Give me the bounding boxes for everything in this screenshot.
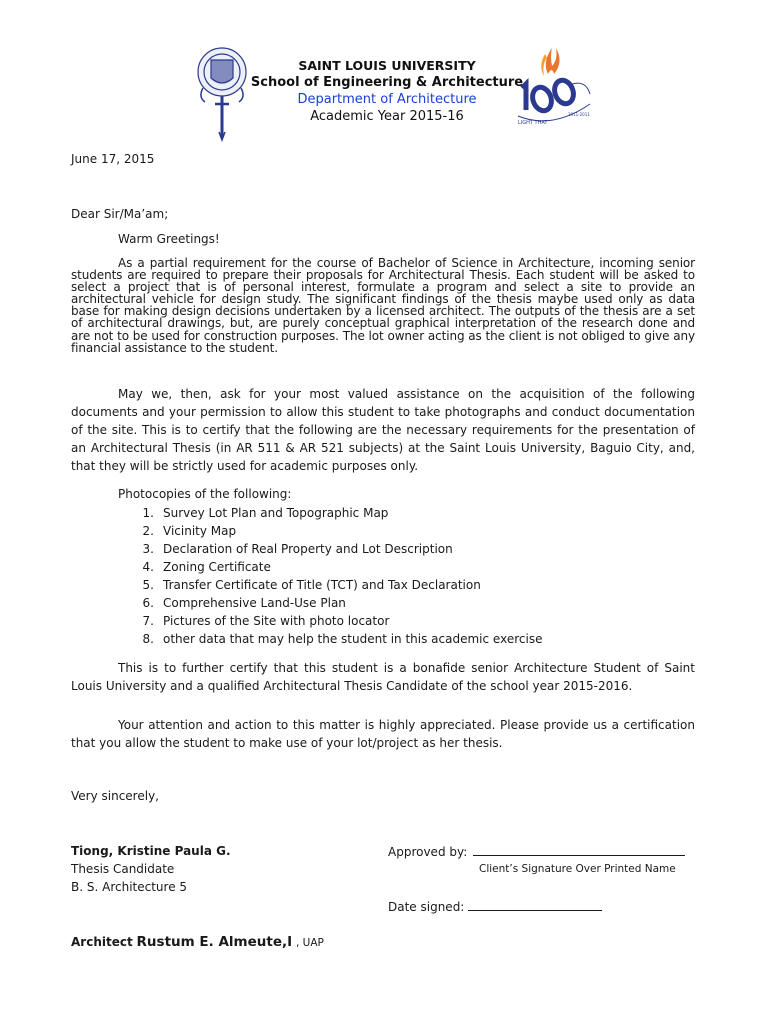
school-name: School of Engineering & Architecture xyxy=(250,75,524,90)
candidate-signature-block xyxy=(71,842,231,896)
body-paragraph-2 xyxy=(71,385,695,475)
svg-text:1911-2011: 1911-2011 xyxy=(568,112,590,117)
photocopies-label: Photocopies of the following: xyxy=(118,487,292,501)
letterhead xyxy=(190,42,600,142)
requirements-list xyxy=(118,504,542,648)
paragraph-1-text: As a partial requirement for the course of Bachelor of Science in Architecture, incoming senior students are required to prepare their proposals for Architectural Thesis. Each student will be asked to select a project that is of personal interest, formulate a program and select a site to provide an architectural vehicle for design study. The significant findings of the thesis maybe used only as data base for making design decisions undertaken by a licensed architect. The outputs of the thesis are a set of architectural drawings, but, are purely conceptual graphical interpretation of the research done and are not to be used for construction purposes. The lot owner acting as the client is not obliged to give any financial assistance to the student. xyxy=(71,256,695,355)
approval-line xyxy=(388,843,685,860)
list-text: Survey Lot Plan and Topographic Map xyxy=(163,506,389,520)
list-item xyxy=(118,630,542,648)
paragraph-2-text: May we, then, ask for your most valued assistance on the acquisition of the following documents and your permission to allow this student to take photographs and conduct documentation of the site. This is to certify that the following are the necessary requirements for the presentation of an Architectural Thesis (in AR 511 & AR 521 subjects) at the Saint Louis University, Baguio City, and, that they will be strictly used for academic purposes only. xyxy=(71,387,695,473)
list-item xyxy=(118,558,542,576)
architect-name: Rustum E. Almeute,I xyxy=(136,934,293,950)
paragraph-4-text: Your attention and action to this matter is highly appreciated. Please provide us a certification that you allow the student to make use of your lot/project as her thesis. xyxy=(71,718,695,750)
approved-label: Approved by: xyxy=(388,845,468,859)
letterhead-text xyxy=(242,58,532,125)
list-item xyxy=(118,504,542,522)
architect-title: Architect xyxy=(71,935,133,949)
date-signed-blank xyxy=(468,898,602,911)
list-number: 2. xyxy=(142,524,154,538)
date-signed-line xyxy=(388,898,602,915)
department-name: Department of Architecture xyxy=(297,92,477,107)
list-number: 5. xyxy=(142,578,154,592)
svg-text:LIGHT THAT: LIGHT THAT xyxy=(518,120,548,126)
list-text: Vicinity Map xyxy=(163,524,237,538)
academic-year: Academic Year 2015-16 xyxy=(310,109,464,124)
body-paragraph-1 xyxy=(71,257,695,354)
list-number: 6. xyxy=(142,596,154,610)
architect-suffix: , UAP xyxy=(295,937,324,949)
paragraph-3-text: This is to further certify that this student is a bonafide senior Architecture Student of Saint Louis University and a qualified Architectural Thesis Candidate of the school year 2015-2016. xyxy=(71,661,695,693)
list-item xyxy=(118,576,542,594)
architect-signature xyxy=(71,933,324,952)
list-text: Pictures of the Site with photo locator xyxy=(163,614,390,628)
university-name: SAINT LOUIS UNIVERSITY xyxy=(298,58,476,73)
closing: Very sincerely, xyxy=(71,789,159,803)
list-text: Declaration of Real Property and Lot Description xyxy=(163,542,453,556)
candidate-name: Tiong, Kristine Paula G. xyxy=(71,844,231,858)
body-paragraph-4 xyxy=(71,716,695,752)
centennial-100-logo-icon xyxy=(512,44,594,128)
list-text: other data that may help the student in this academic exercise xyxy=(163,632,543,646)
list-item xyxy=(118,522,542,540)
signature-caption: Client’s Signature Over Printed Name xyxy=(479,863,676,875)
list-item xyxy=(118,540,542,558)
list-number: 7. xyxy=(142,614,154,628)
candidate-role: Thesis Candidate xyxy=(71,862,175,876)
letter-date: June 17, 2015 xyxy=(71,152,155,166)
list-item xyxy=(118,612,542,630)
list-number: 3. xyxy=(142,542,154,556)
list-item xyxy=(118,594,542,612)
greeting: Warm Greetings! xyxy=(118,232,220,246)
list-number: 4. xyxy=(142,560,154,574)
client-signature-line xyxy=(473,843,685,856)
list-text: Comprehensive Land-Use Plan xyxy=(163,596,346,610)
date-signed-label: Date signed: xyxy=(388,900,465,914)
body-paragraph-3 xyxy=(71,659,695,695)
list-text: Zoning Certificate xyxy=(163,560,271,574)
list-number: 8. xyxy=(142,632,154,646)
list-number: 1. xyxy=(142,506,154,520)
candidate-program: B. S. Architecture 5 xyxy=(71,880,188,894)
salutation: Dear Sir/Ma’am; xyxy=(71,207,169,221)
list-text: Transfer Certificate of Title (TCT) and Tax Declaration xyxy=(163,578,481,592)
